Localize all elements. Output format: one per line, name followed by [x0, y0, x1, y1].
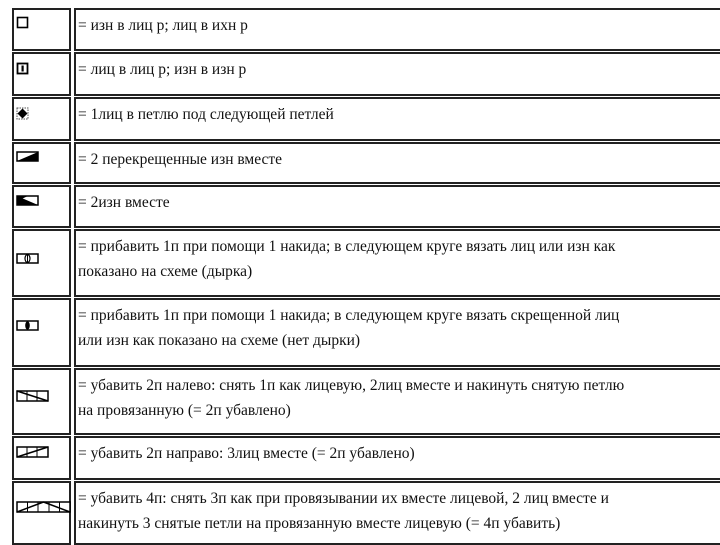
legend-row	[12, 52, 720, 96]
description-cell: = лиц в лиц р; изн в изн р	[74, 52, 720, 96]
decrease-left-3-icon	[16, 390, 50, 403]
decrease-right-3-icon	[16, 446, 50, 459]
left-slant-decrease-icon	[16, 195, 40, 207]
symbol-cell	[12, 229, 71, 297]
symbol-cell	[12, 436, 71, 480]
legend-row	[12, 229, 720, 297]
diamond-square-icon	[16, 107, 30, 121]
symbol-cell	[12, 142, 71, 184]
yarn-over-twisted-icon	[16, 320, 40, 332]
description-cell: = убавить 2п направо: 3лиц вместе (= 2п убавлено)	[74, 436, 720, 480]
yarn-over-hole-icon	[16, 253, 40, 265]
legend-row	[12, 97, 720, 141]
right-slant-decrease-icon	[16, 151, 40, 163]
symbol-cell	[12, 52, 71, 96]
symbol-cell	[12, 298, 71, 367]
legend-row	[12, 185, 720, 228]
description-cell: = убавить 2п налево: снять 1п как лицевую, 2лиц вместе и накинуть снятую петлю на провязанную (= 2п убавлено)	[74, 368, 720, 435]
description-cell: = прибавить 1п при помощи 1 накида; в следующем круге вязать скрещенной лиц или изн как показано на схеме (нет дырки)	[74, 298, 720, 367]
decrease-4-icon	[16, 501, 72, 514]
legend-row	[12, 368, 720, 435]
symbol-cell	[12, 481, 71, 545]
description-cell: = 2изн вместе	[74, 185, 720, 228]
description-cell: = убавить 4п: снять 3п как при провязывании их вместе лицевой, 2 лиц вместе и накинуть 3 снятые петли на провязанную вместе лицевую (= 4п убавить)	[74, 481, 720, 545]
symbol-cell	[12, 185, 71, 228]
legend-row	[12, 436, 720, 480]
symbol-cell	[12, 368, 71, 435]
description-cell: = 2 перекрещенные изн вместе	[74, 142, 720, 184]
square-with-bar-icon	[16, 62, 30, 76]
legend-row	[12, 8, 720, 51]
legend-row	[12, 481, 720, 545]
description-cell: = 1лиц в петлю под следующей петлей	[74, 97, 720, 141]
symbol-cell	[12, 97, 71, 141]
empty-square-icon	[16, 16, 30, 30]
symbol-cell	[12, 8, 71, 51]
legend-row	[12, 298, 720, 367]
legend-row	[12, 142, 720, 184]
description-cell: = изн в лиц р; лиц в ихн р	[74, 8, 720, 51]
description-cell: = прибавить 1п при помощи 1 накида; в следующем круге вязать лиц или изн как показано на схеме (дырка)	[74, 229, 720, 297]
